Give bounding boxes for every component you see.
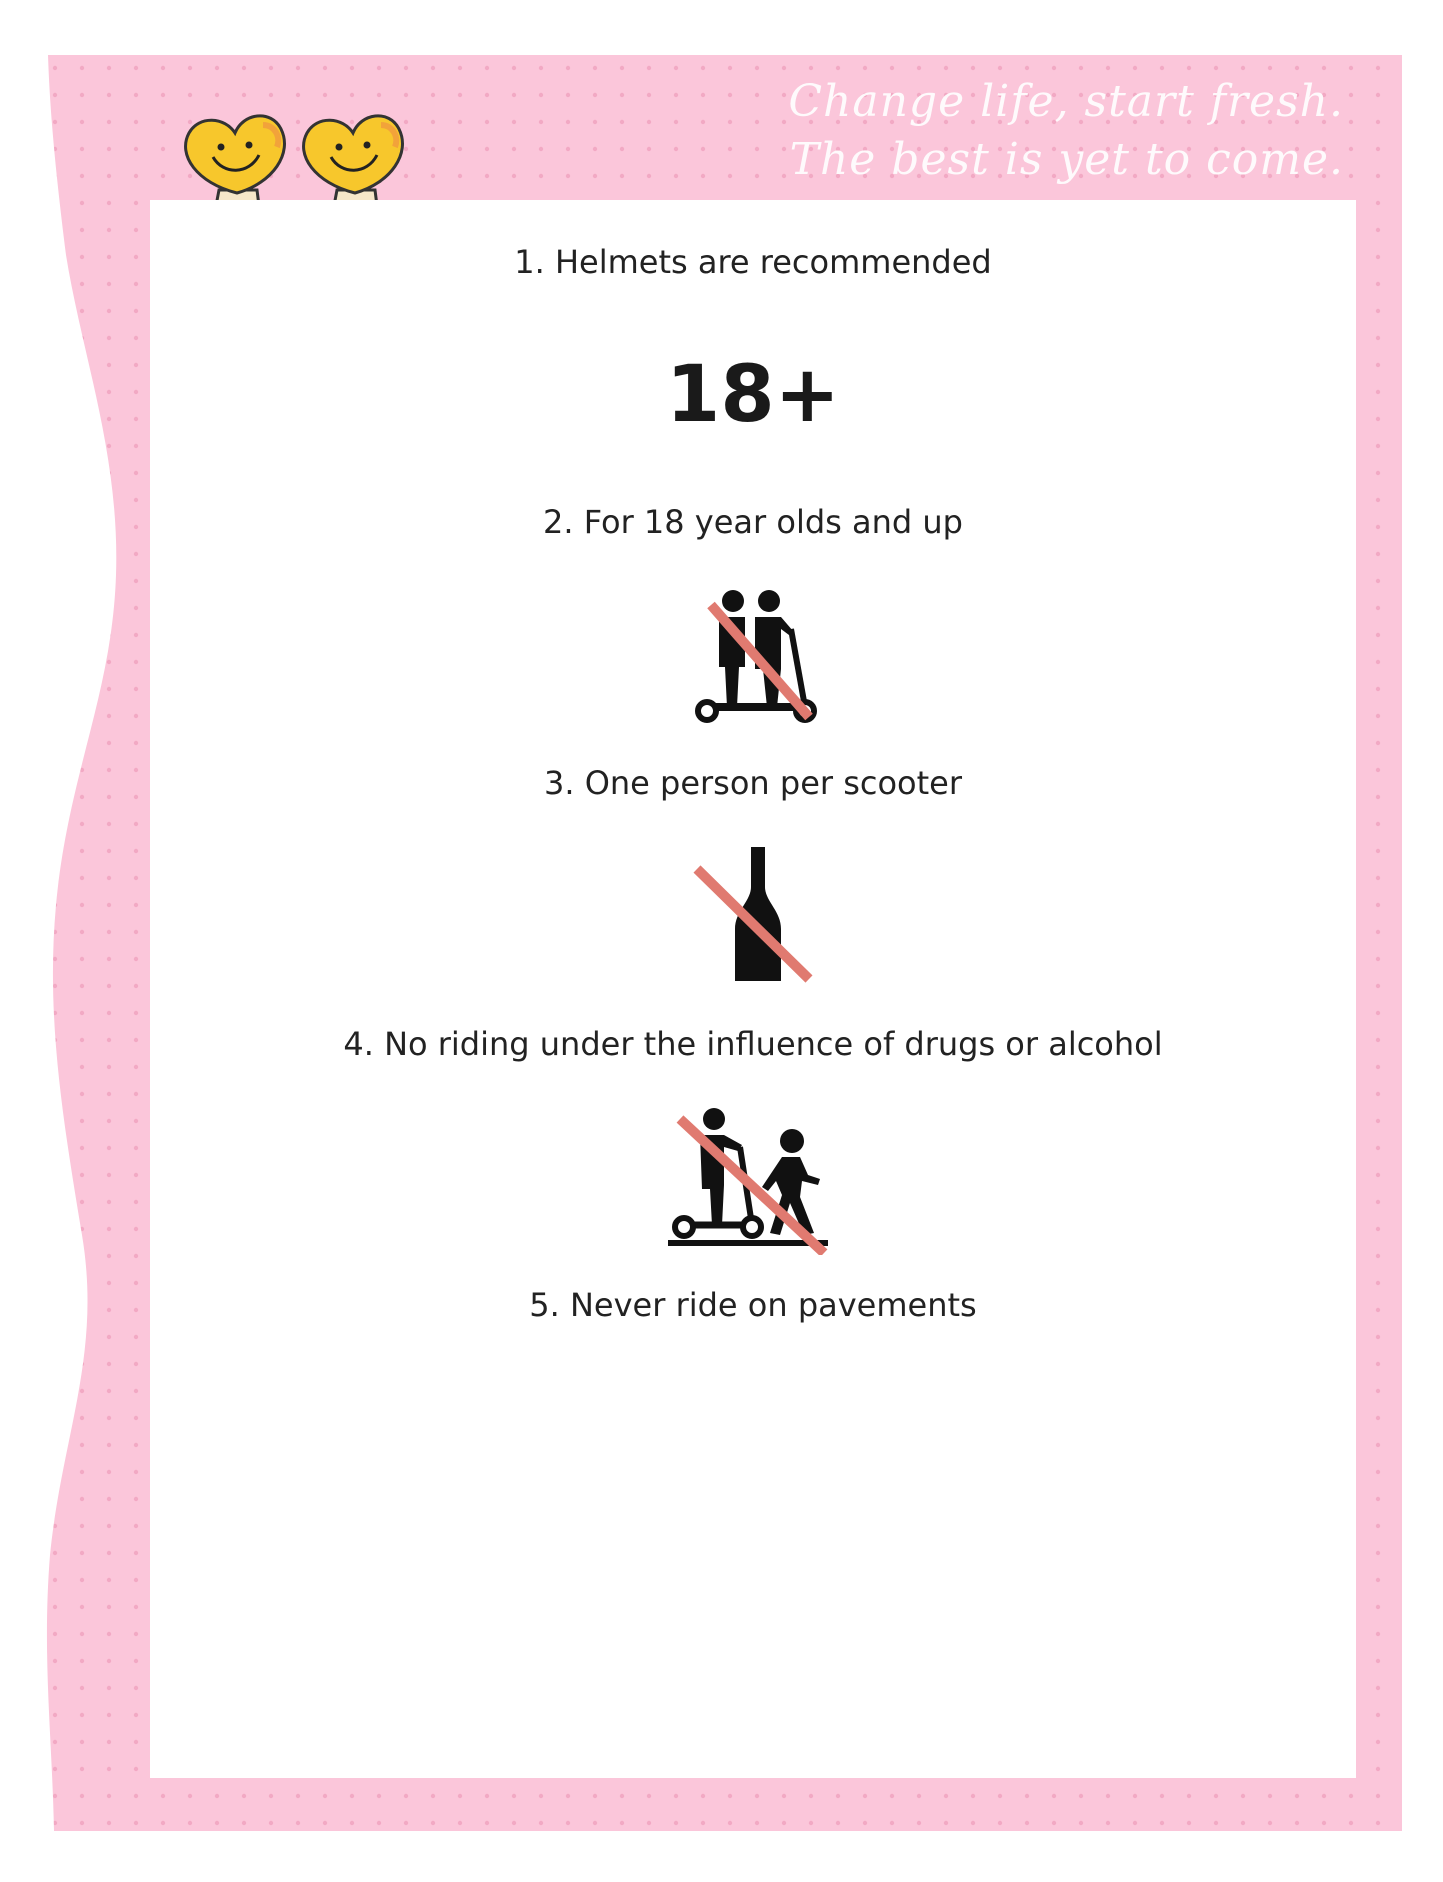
no-alcohol-icon bbox=[693, 845, 823, 985]
rule-5-text: 5. Never ride on pavements bbox=[529, 1286, 977, 1324]
rule-3-text: 3. One person per scooter bbox=[543, 764, 963, 802]
rule-1-text: 1. Helmets are recommended bbox=[514, 243, 992, 281]
rules-sheet bbox=[150, 200, 1356, 1778]
tagline bbox=[788, 73, 1344, 189]
tagline-line-2: The best is yet to come. bbox=[789, 134, 1344, 185]
rule-2-text: 2. For 18 year olds and up bbox=[543, 503, 963, 541]
pink-frame bbox=[42, 55, 1402, 1831]
tagline-line-1: Change life, start fresh. bbox=[788, 76, 1344, 127]
age-badge: 18+ bbox=[666, 350, 840, 440]
no-pavement-riding-icon bbox=[668, 1105, 838, 1255]
rule-4-text: 4. No riding under the influence of drugs or alcohol bbox=[343, 1025, 1163, 1063]
no-double-riding-icon bbox=[693, 585, 823, 725]
